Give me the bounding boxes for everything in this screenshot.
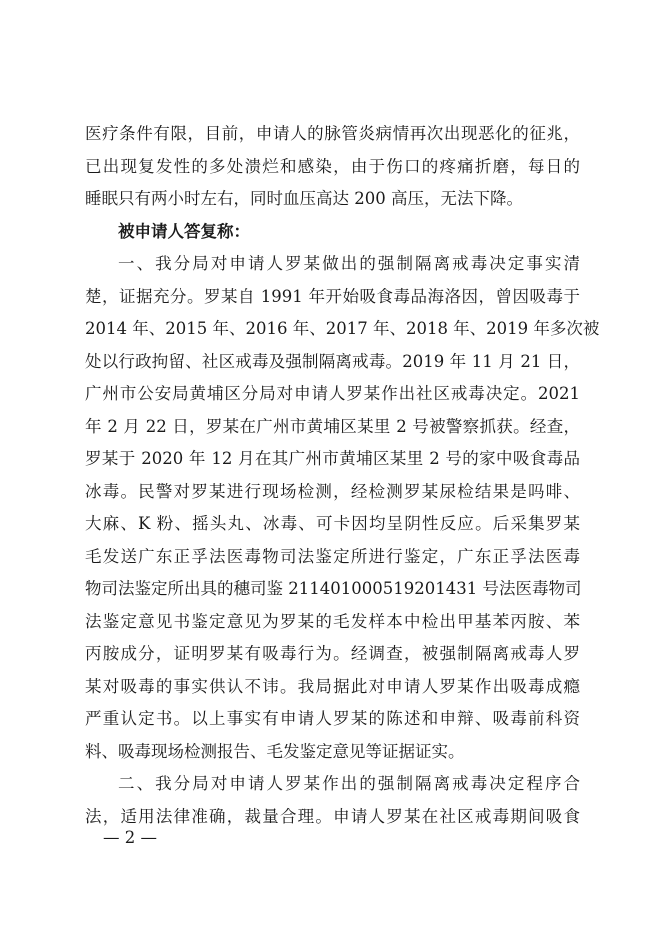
paragraph-line: 毛发送广东正孚法医毒物司法鉴定所进行鉴定，广东正孚法医毒 — [85, 546, 580, 566]
paragraph-line: 医疗条件有限，目前，申请人的脉管炎病情再次出现恶化的征兆， — [85, 124, 580, 143]
page-number: — 2 — — [103, 828, 157, 847]
section-heading: 被申请人答复称： — [118, 221, 250, 241]
paragraph-line: 睡眠只有两小时左右，同时血压高达 200 高压，无法下降。 — [85, 189, 523, 208]
paragraph-line: 一、我分局对申请人罗某做出的强制隔离戒毒决定事实清 — [118, 254, 580, 273]
paragraph-line: 严重认定书。以上事实有申请人罗某的陈述和申辩、吸毒前科资 — [85, 709, 580, 728]
paragraph-line: 法鉴定意见书鉴定意见为罗某的毛发样本中检出甲基苯丙胺、苯 — [85, 611, 580, 631]
paragraph-line: 2014 年、2015 年、2016 年、2017 年、2018 年、2019 年多次被 — [85, 319, 600, 338]
paragraph-line: 料、吸毒现场检测报告、毛发鉴定意见等证据证实。 — [85, 741, 465, 761]
paragraph-line: 年 2 月 22 日，罗某在广州市黄埔区某里 2 号被警察抓获。经查， — [85, 416, 580, 436]
paragraph-line: 广州市公安局黄埔区分局对申请人罗某作出社区戒毒决定。2021 — [85, 384, 580, 403]
paragraph-line: 楚，证据充分。罗某自 1991 年开始吸食毒品海洛因，曾因吸毒于 — [85, 286, 580, 306]
paragraph-line: 二、我分局对申请人罗某作出的强制隔离戒毒决定程序合 — [118, 774, 580, 793]
paragraph-line: 某对吸毒的事实供认不讳。我局据此对申请人罗某作出吸毒成瘾 — [85, 676, 580, 696]
paragraph-line: 已出现复发性的多处溃烂和感染，由于伤口的疼痛折磨，每日的 — [85, 156, 580, 176]
paragraph-line: 大麻、K 粉、摇头丸、冰毒、可卡因均呈阴性反应。后采集罗某 — [85, 514, 580, 533]
paragraph-line: 法，适用法律准确，裁量合理。申请人罗某在社区戒毒期间吸食 — [85, 806, 580, 826]
paragraph-line: 丙胺成分，证明罗某有吸毒行为。经调查，被强制隔离戒毒人罗 — [85, 644, 580, 663]
paragraph-line: 处以行政拘留、社区戒毒及强制隔离戒毒。2019 年 11 月 21 日， — [85, 351, 580, 371]
document-body — [85, 118, 600, 833]
paragraph-line: 物司法鉴定所出具的穗司鉴 211401000519201431 号法医毒物司 — [85, 579, 582, 598]
paragraph-line: 冰毒。民警对罗某进行现场检测，经检测罗某尿检结果是吗啡、 — [85, 481, 580, 501]
paragraph-line: 罗某于 2020 年 12 月在其广州市黄埔区某里 2 号的家中吸食毒品 — [85, 449, 580, 468]
